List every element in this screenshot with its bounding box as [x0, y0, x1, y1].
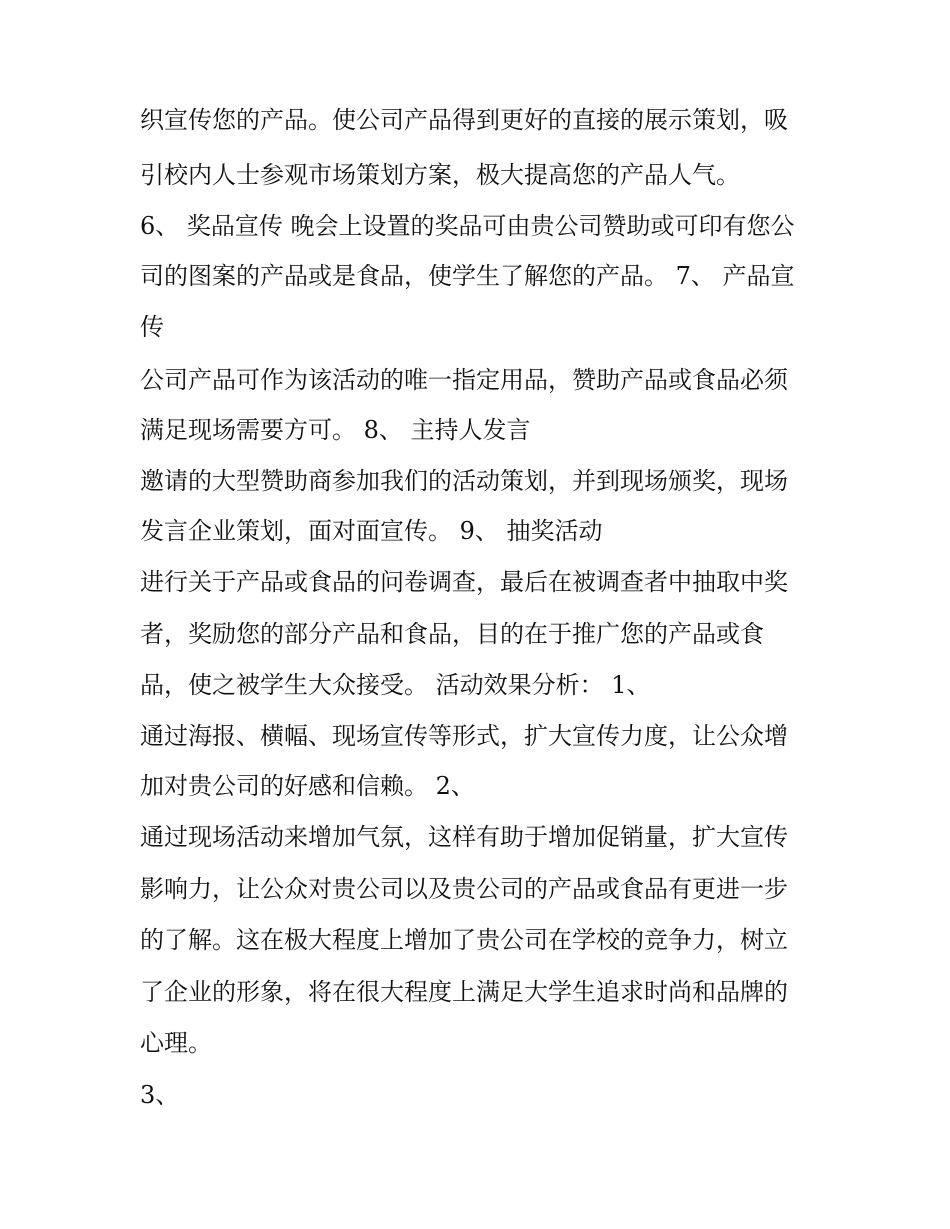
text-line: 织宣传您的产品。使公司产品得到更好的直接的展示策划，吸 [140, 106, 788, 134]
text-line: 引校内人士参观市场策划方案，极大提高您的产品人气。 [140, 161, 740, 189]
text-line: 公司产品可作为该活动的唯一指定用品，赞助产品或食品必须 [140, 366, 788, 394]
text-line: 进行关于产品或食品的问卷调查，最后在被调查者中抽取中奖 [140, 568, 788, 596]
text-line: 3、 [140, 1081, 180, 1109]
text-line: 通过现场活动来增加气氛，这样有助于增加促销量，扩大宣传 [140, 823, 788, 851]
text-line: 6、 奖品宣传 晚会上设置的奖品可由贵公司赞助或可印有您公 [140, 212, 795, 240]
text-line: 传 [140, 313, 164, 341]
text-line: 司的图案的产品或是食品，使学生了解您的产品。 7、 产品宣 [140, 262, 795, 290]
text-line: 品，使之被学生大众接受。 活动效果分析： 1、 [140, 671, 651, 699]
text-line: 满足现场需要方可。 8、 主持人发言 [140, 416, 531, 444]
text-line: 加对贵公司的好感和信赖。 2、 [140, 772, 475, 800]
text-line: 发言企业策划，面对面宣传。 9、 抽奖活动 [140, 517, 603, 545]
text-line: 了企业的形象，将在很大程度上满足大学生追求时尚和品牌的 [140, 978, 788, 1006]
text-line: 者，奖励您的部分产品和食品，目的在于推广您的产品或食 [140, 620, 764, 648]
text-line: 心理。 [140, 1029, 212, 1057]
text-line: 的了解。这在极大程度上增加了贵公司在学校的竞争力，树立 [140, 926, 788, 954]
text-line: 邀请的大型赞助商参加我们的活动策划，并到现场颁奖，现场 [140, 467, 788, 495]
text-line: 影响力，让公众对贵公司以及贵公司的产品或食品有更进一步 [140, 875, 788, 903]
text-line: 通过海报、横幅、现场宣传等形式，扩大宣传力度，让公众增 [140, 722, 788, 750]
